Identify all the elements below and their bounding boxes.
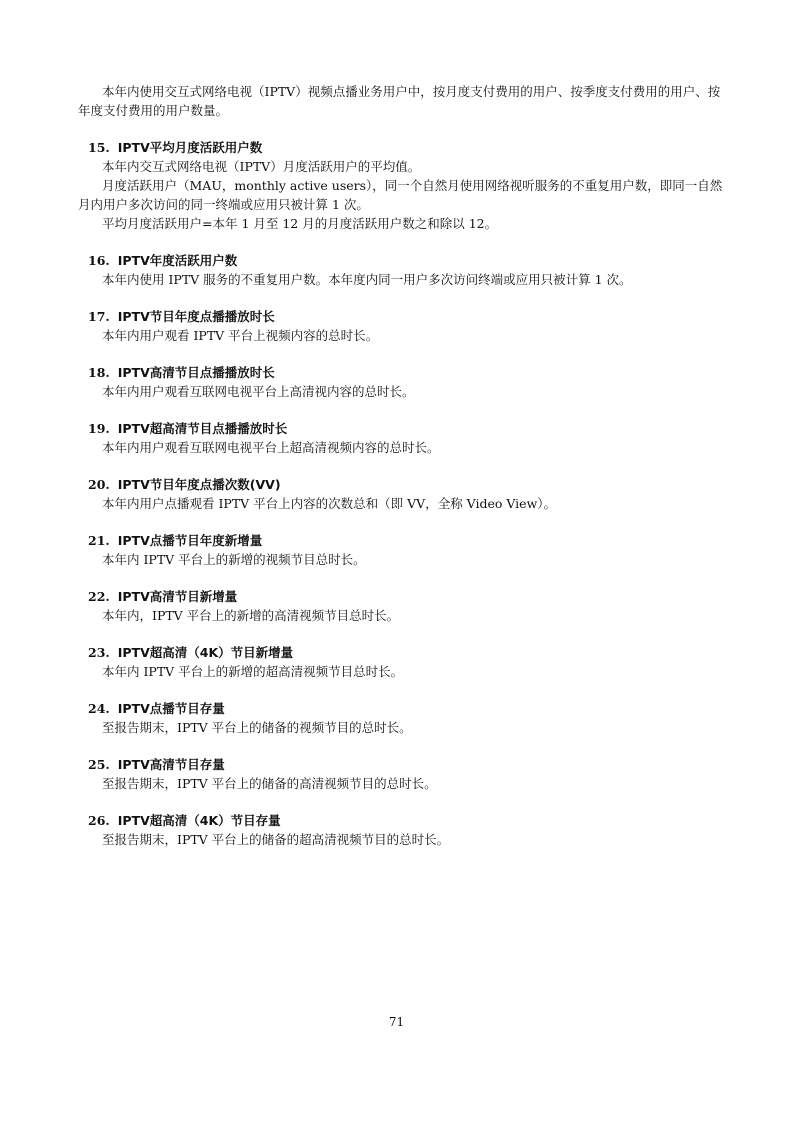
section-number: 19. xyxy=(88,421,110,436)
section-18 xyxy=(78,363,730,401)
section-heading xyxy=(78,699,730,718)
section-25 xyxy=(78,755,730,793)
section-number: 24. xyxy=(88,701,110,716)
section-number: 25. xyxy=(88,757,110,772)
section-heading xyxy=(78,475,730,494)
section-title: IPTV超高清节目点播播放时长 xyxy=(117,421,288,436)
section-title: IPTV超高清（4K）节目新增量 xyxy=(117,645,294,660)
section-body: 本年内 IPTV 平台上的新增的视频节目总时长。 xyxy=(102,552,366,567)
section-21 xyxy=(78,531,730,569)
section-heading xyxy=(78,251,730,270)
section-heading xyxy=(78,643,730,662)
document-page xyxy=(78,82,730,849)
section-heading xyxy=(78,811,730,830)
section-body: 本年内用户点播观看 IPTV 平台上内容的次数总和（即 VV，全称 Video View）。 xyxy=(102,496,557,511)
section-title: IPTV超高清（4K）节目存量 xyxy=(117,813,281,828)
section-title: IPTV节目年度点播次数(VV) xyxy=(117,477,281,492)
section-23 xyxy=(78,643,730,681)
section-19 xyxy=(78,419,730,457)
section-body: 本年内交互式网络电视（IPTV）月度活跃用户的平均值。 xyxy=(102,159,421,174)
section-title: IPTV高清节目点播播放时长 xyxy=(117,365,275,380)
section-body: 本年内用户观看互联网电视平台上超高清视频内容的总时长。 xyxy=(102,440,440,455)
section-body: 平均月度活跃用户=本年 1 月至 12 月的月度活跃用户数之和除以 12。 xyxy=(102,216,498,231)
section-17 xyxy=(78,307,730,345)
section-title: IPTV高清节目新增量 xyxy=(117,589,238,604)
section-20 xyxy=(78,475,730,513)
section-title: IPTV点播节目年度新增量 xyxy=(117,533,263,548)
section-16 xyxy=(78,251,730,289)
section-number: 17. xyxy=(88,309,110,324)
section-number: 22. xyxy=(88,589,110,604)
section-22 xyxy=(78,587,730,625)
section-body: 本年内用户观看 IPTV 平台上视频内容的总时长。 xyxy=(102,328,379,343)
section-number: 15. xyxy=(88,140,110,155)
intro-paragraph xyxy=(78,82,730,120)
section-title: IPTV节目年度点播播放时长 xyxy=(117,309,275,324)
section-heading xyxy=(78,363,730,382)
section-title: IPTV年度活跃用户数 xyxy=(117,253,238,268)
section-heading xyxy=(78,307,730,326)
intro-text: 本年内使用交互式网络电视（IPTV）视频点播业务用户中，按月度支付费用的用户、按季度支付费用的用户、按年度支付费用的用户数量。 xyxy=(78,84,721,118)
section-number: 23. xyxy=(88,645,110,660)
section-15 xyxy=(78,138,730,233)
section-24 xyxy=(78,699,730,737)
page-number: 71 xyxy=(388,1015,405,1029)
section-title: IPTV高清节目存量 xyxy=(117,757,225,772)
section-number: 16. xyxy=(88,253,110,268)
section-number: 21. xyxy=(88,533,110,548)
section-title: IPTV平均月度活跃用户数 xyxy=(117,140,263,155)
section-body: 本年内，IPTV 平台上的新增的高清视频节目总时长。 xyxy=(102,608,400,623)
section-body: 本年内用户观看互联网电视平台上高清视内容的总时长。 xyxy=(102,384,415,399)
section-number: 26. xyxy=(88,813,110,828)
section-number: 18. xyxy=(88,365,110,380)
section-26 xyxy=(78,811,730,849)
section-body: 本年内 IPTV 平台上的新增的超高清视频节目总时长。 xyxy=(102,664,404,679)
section-heading xyxy=(78,755,730,774)
section-heading xyxy=(78,531,730,550)
section-title: IPTV点播节目存量 xyxy=(117,701,225,716)
section-body: 至报告期末，IPTV 平台上的储备的高清视频节目的总时长。 xyxy=(102,776,437,791)
section-heading xyxy=(78,419,730,438)
section-body: 至报告期末，IPTV 平台上的储备的超高清视频节目的总时长。 xyxy=(102,832,450,847)
section-body: 至报告期末，IPTV 平台上的储备的视频节目的总时长。 xyxy=(102,720,412,735)
section-number: 20. xyxy=(88,477,110,492)
section-body: 月度活跃用户（MAU，monthly active users），同一个自然月使用网络视听服务的不重复用户数，即同一自然月内用户多次访问的同一终端或应用只被计算 1 次。 xyxy=(78,178,723,212)
section-body: 本年内使用 IPTV 服务的不重复用户数。本年度内同一用户多次访问终端或应用只被计算 1 次。 xyxy=(102,272,632,287)
section-heading xyxy=(78,587,730,606)
section-heading xyxy=(78,138,730,157)
